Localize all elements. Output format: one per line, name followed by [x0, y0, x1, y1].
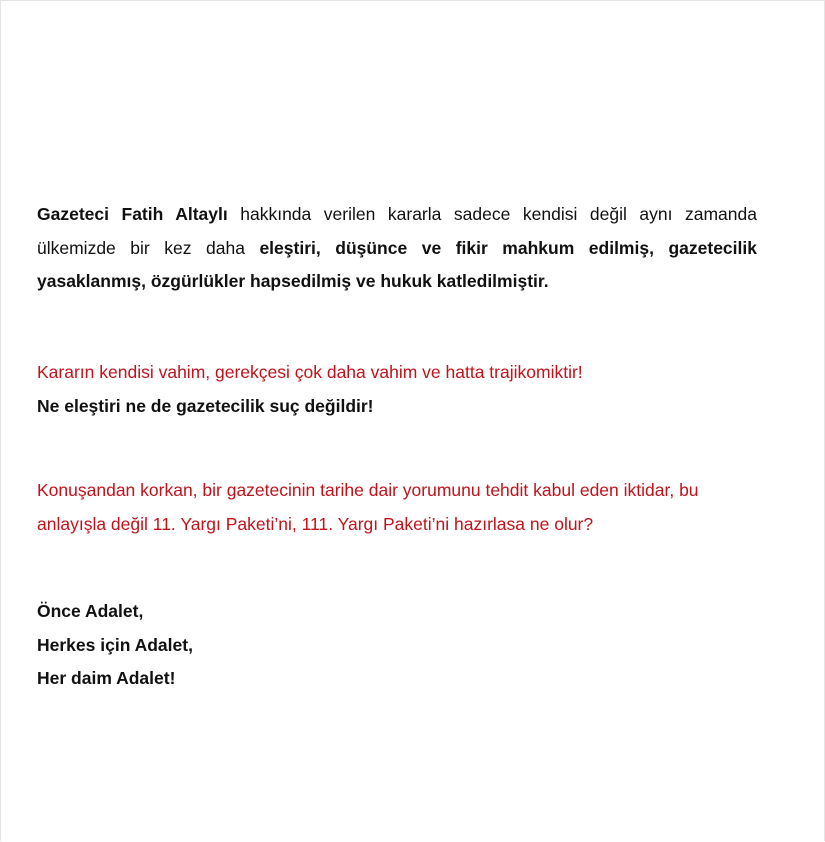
verdict-bold-line: Ne eleştiri ne de gazetecilik suç değildir!	[37, 395, 374, 416]
critique-paragraph	[37, 474, 757, 541]
closing-line-1: Önce Adalet,	[37, 601, 144, 621]
closing-slogan	[37, 595, 757, 696]
critique-line-1: Konuşandan korkan, bir gazetecinin tarihe dair yorumunu tehdit kabul eden iktidar, bu	[37, 480, 699, 500]
statement-emphasis: eleştiri, düşünce ve fikir mahkum edilmiş, gazetecilik yasaklanmış, özgürlükler hapsedilmiş ve hukuk katledilmiştir.	[37, 237, 757, 291]
verdict-red-line: Kararın kendisi vahim, gerekçesi çok daha vahim ve hatta trajikomiktir!	[37, 362, 583, 382]
closing-line-3: Her daim Adalet!	[37, 668, 176, 688]
critique-line-2: anlayışla değil 11. Yargı Paketi’ni, 111. Yargı Paketi’ni hazırlasa ne olur?	[37, 513, 594, 534]
verdict-paragraph	[37, 356, 757, 423]
closing-line-2: Herkes için Adalet,	[37, 634, 193, 655]
statement-text: hakkında verilen kararla sadece kendisi değil aynı zamanda ülkemizde bir kez daha	[37, 204, 757, 258]
statement-paragraph	[37, 198, 757, 299]
journalist-name: Gazeteci Fatih Altaylı	[37, 204, 228, 224]
